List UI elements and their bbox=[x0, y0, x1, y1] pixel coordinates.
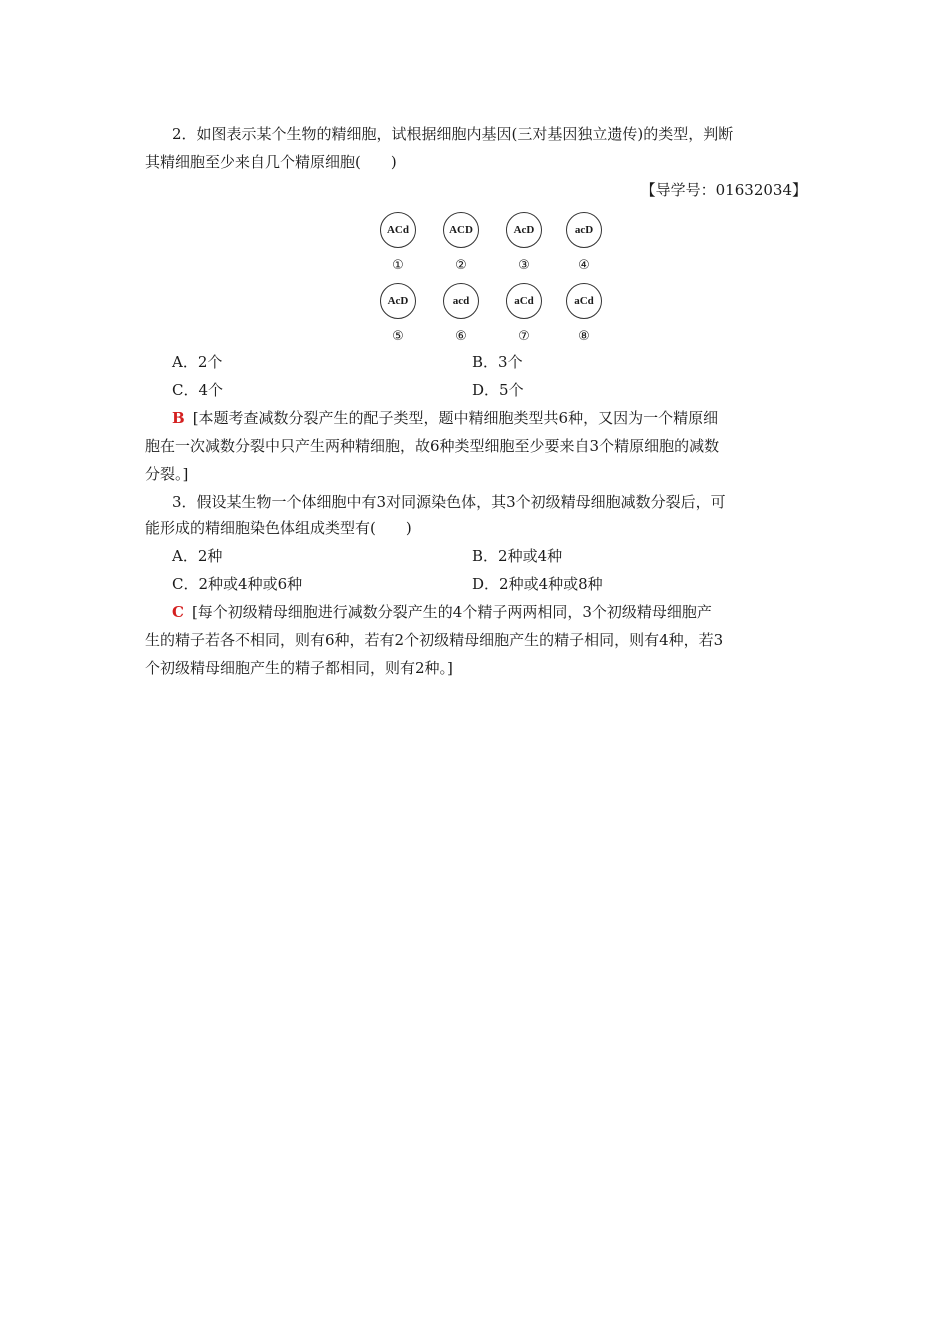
cell-number-6: ⑥ bbox=[455, 329, 467, 344]
cell-number-2: ② bbox=[455, 258, 467, 273]
cell-number-3: ③ bbox=[518, 258, 530, 273]
sperm-cell-5: AcD bbox=[380, 283, 416, 319]
q2-explanation-line-3: 分裂。] bbox=[145, 465, 189, 483]
q2-option-a: A．2个 bbox=[172, 353, 223, 371]
q3-stem-line-2: 能形成的精细胞染色体组成类型有( ) bbox=[145, 519, 412, 537]
q2-option-d: D．5个 bbox=[472, 381, 524, 399]
q3-explanation-line-1: C [每个初级精母细胞进行减数分裂产生的4个精子两两相同，3个初级精母细胞产 bbox=[172, 603, 712, 621]
q3-answer: C bbox=[172, 603, 184, 621]
q2-stem-line-1: 2．如图表示某个生物的精细胞，试根据细胞内基因(三对基因独立遗传)的类型，判断 bbox=[172, 125, 734, 143]
sperm-cell-2: ACD bbox=[443, 212, 479, 248]
q3-option-b: B．2种或4种 bbox=[472, 547, 563, 565]
q3-stem-line-1: 3．假设某生物一个体细胞中有3对同源染色体，其3个初级精母细胞减数分裂后，可 bbox=[172, 493, 726, 511]
q3-option-d: D．2种或4种或8种 bbox=[472, 575, 603, 593]
sperm-cell-7: aCd bbox=[506, 283, 542, 319]
q2-option-b: B．3个 bbox=[472, 353, 523, 371]
cell-number-4: ④ bbox=[578, 258, 590, 273]
cell-number-7: ⑦ bbox=[518, 329, 530, 344]
q2-explanation-line-2: 胞在一次减数分裂中只产生两种精细胞，故6种类型细胞至少要来自3个精原细胞的减数 bbox=[145, 437, 720, 455]
q3-explanation-line-3: 个初级精母细胞产生的精子都相同，则有2种。] bbox=[145, 659, 453, 677]
cell-number-5: ⑤ bbox=[392, 329, 404, 344]
q2-explanation-line-1: B [本题考查减数分裂产生的配子类型，题中精细胞类型共6种，又因为一个精原细 bbox=[172, 409, 719, 427]
q2-option-c: C．4个 bbox=[172, 381, 224, 399]
sperm-cell-3: AcD bbox=[506, 212, 542, 248]
q2-answer: B bbox=[172, 409, 185, 427]
q2-stem-line-2: 其精细胞至少来自几个精原细胞( ) bbox=[145, 153, 397, 171]
guide-number: 【导学号：01632034】 bbox=[640, 181, 807, 199]
q3-option-c: C．2种或4种或6种 bbox=[172, 575, 303, 593]
sperm-cell-6: acd bbox=[443, 283, 479, 319]
q3-explanation-line-2: 生的精子若各不相同，则有6种，若有2个初级精母细胞产生的精子相同，则有4种，若3 bbox=[145, 631, 724, 649]
sperm-cell-8: aCd bbox=[566, 283, 602, 319]
cell-number-8: ⑧ bbox=[578, 329, 590, 344]
q3-option-a: A．2种 bbox=[172, 547, 223, 565]
sperm-cell-1: ACd bbox=[380, 212, 416, 248]
cell-number-1: ① bbox=[392, 258, 404, 273]
sperm-cell-4: acD bbox=[566, 212, 602, 248]
